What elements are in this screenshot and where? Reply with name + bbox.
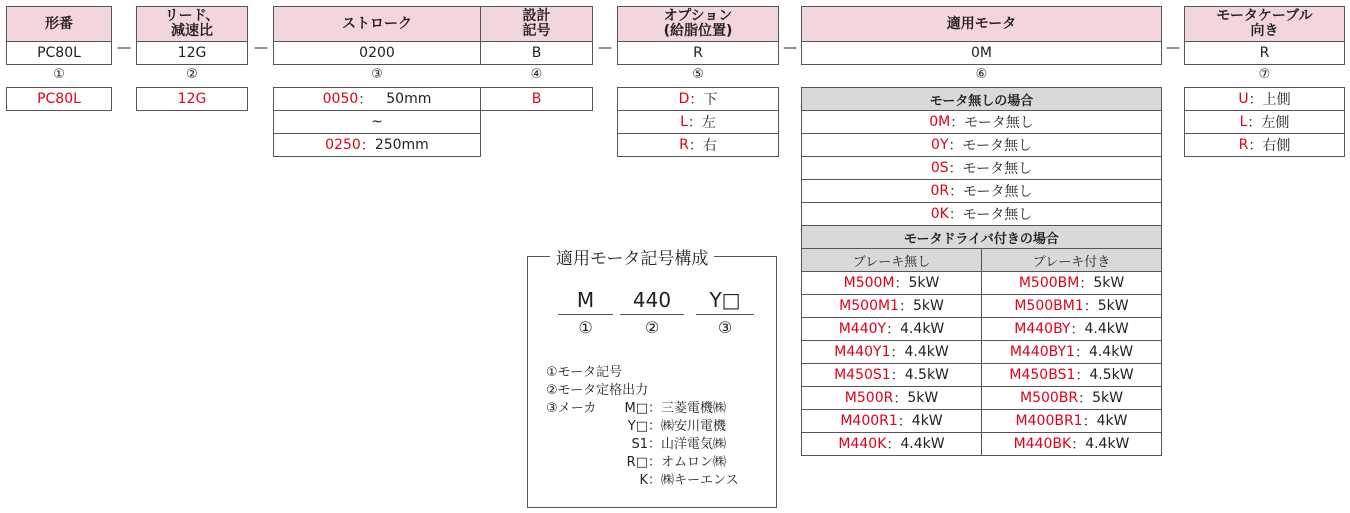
header-design-code: 設計 記号: [480, 6, 593, 42]
legend-part-1: M: [576, 288, 595, 312]
motor-row: 0S ： モータ無し: [801, 156, 1162, 180]
separator-dash: —: [1166, 40, 1180, 56]
motor-no-brake-header: ブレーキ無し: [801, 248, 982, 272]
separator-dash: —: [598, 40, 612, 56]
header-stroke: ストローク: [273, 6, 481, 42]
motor-row: 0Y ： モータ無し: [801, 133, 1162, 157]
motor-driver-cell: M500R ： 5kW: [801, 386, 982, 410]
legend-part-2: 440: [632, 288, 672, 312]
legend-line-maker: ③メーカ: [546, 401, 597, 416]
legend-underline: [558, 314, 613, 315]
motor-no-motor-header: モータ無しの場合: [801, 87, 1162, 111]
number-2: ②: [186, 67, 198, 82]
header-cable: モータケーブル 向き: [1184, 6, 1345, 42]
motor-driver-cell: M400BR1 ： 4kW: [981, 409, 1162, 433]
legend-part-num-1: ①: [578, 318, 593, 337]
value-option: R: [617, 41, 779, 65]
motor-driver-cell: M440BK ： 4.4kW: [981, 432, 1162, 456]
stroke-max: 0250 ： 250mm: [273, 133, 481, 157]
option-cable-right: R ： 右側: [1184, 133, 1345, 157]
option-cable-left: L ： 左側: [1184, 110, 1345, 134]
number-5: ⑤: [692, 67, 704, 82]
motor-driver-header: モータドライバ付きの場合: [801, 225, 1162, 249]
legend-part-num-2: ②: [644, 318, 660, 337]
motor-driver-cell: M500M1 ： 5kW: [801, 294, 982, 318]
legend-maker-line: Y□：㈱安川電機: [627, 419, 727, 434]
number-7: ⑦: [1258, 67, 1271, 82]
value-lead-ratio: 12G: [136, 41, 248, 65]
legend-maker-line: R□：オムロン㈱: [626, 455, 727, 470]
motor-brake-header: ブレーキ付き: [981, 248, 1162, 272]
motor-driver-cell: M500M ： 5kW: [801, 271, 982, 295]
legend-part-num-3: ③: [717, 318, 733, 337]
value-motor: 0M: [801, 41, 1162, 65]
value-model: PC80L: [6, 41, 112, 65]
header-motor: 適用モータ: [801, 6, 1162, 42]
legend-part-3: Y□: [709, 288, 741, 312]
motor-driver-cell: M440BY1 ： 4.4kW: [981, 340, 1162, 364]
header-model: 形番: [6, 6, 112, 42]
motor-row: 0M ： モータ無し: [801, 110, 1162, 134]
number-3: ③: [371, 67, 383, 82]
value-design-code: B: [480, 41, 593, 65]
motor-driver-cell: M440K ： 4.4kW: [801, 432, 982, 456]
number-6: ⑥: [975, 67, 988, 82]
option-cable-up: U ： 上側: [1184, 87, 1345, 111]
option-grease-right: R ： 右: [617, 133, 779, 157]
option-grease-down: D ： 下: [617, 87, 779, 111]
header-lead-ratio: リード、 減速比: [136, 6, 248, 42]
motor-driver-cell: M500BR ： 5kW: [981, 386, 1162, 410]
separator-dash: —: [254, 40, 268, 56]
motor-driver-cell: M440Y ： 4.4kW: [801, 317, 982, 341]
legend-line-motor-symbol: ①モータ記号: [546, 365, 623, 380]
motor-driver-cell: M500BM1 ： 5kW: [981, 294, 1162, 318]
option-model: PC80L: [6, 87, 112, 111]
legend-maker-line: M□：三菱電機㈱: [624, 401, 727, 416]
motor-row: 0K ： モータ無し: [801, 202, 1162, 226]
legend-line-rated-output: ②モータ定格出力: [546, 383, 649, 398]
motor-driver-cell: M440Y1 ： 4.4kW: [801, 340, 982, 364]
number-1: ①: [53, 67, 65, 82]
legend-underline: [696, 314, 754, 315]
motor-driver-cell: M450BS1 ： 4.5kW: [981, 363, 1162, 387]
number-4: ④: [530, 67, 543, 82]
motor-driver-cell: M450S1 ： 4.5kW: [801, 363, 982, 387]
legend-underline: [620, 314, 684, 315]
motor-driver-cell: M500BM ： 5kW: [981, 271, 1162, 295]
stroke-range: ~: [273, 110, 481, 134]
separator-dash: —: [783, 40, 797, 56]
motor-row: 0R ： モータ無し: [801, 179, 1162, 203]
motor-driver-cell: M440BY ： 4.4kW: [981, 317, 1162, 341]
header-option: オプション (給脂位置): [617, 6, 779, 42]
option-design-code: B: [480, 87, 593, 111]
value-cable: R: [1184, 41, 1345, 65]
separator-dash: —: [117, 40, 131, 56]
value-stroke: 0200: [273, 41, 481, 65]
stroke-min: 0050 ： 50mm: [273, 87, 481, 111]
legend-title: 適用モータ記号構成: [550, 244, 714, 269]
legend-maker-line: S1：山洋電気㈱: [631, 437, 727, 452]
motor-driver-cell: M400R1 ： 4kW: [801, 409, 982, 433]
option-grease-left: L ： 左: [617, 110, 779, 134]
option-lead-ratio: 12G: [136, 87, 248, 111]
legend-maker-line: K：㈱キーエンス: [639, 473, 739, 488]
